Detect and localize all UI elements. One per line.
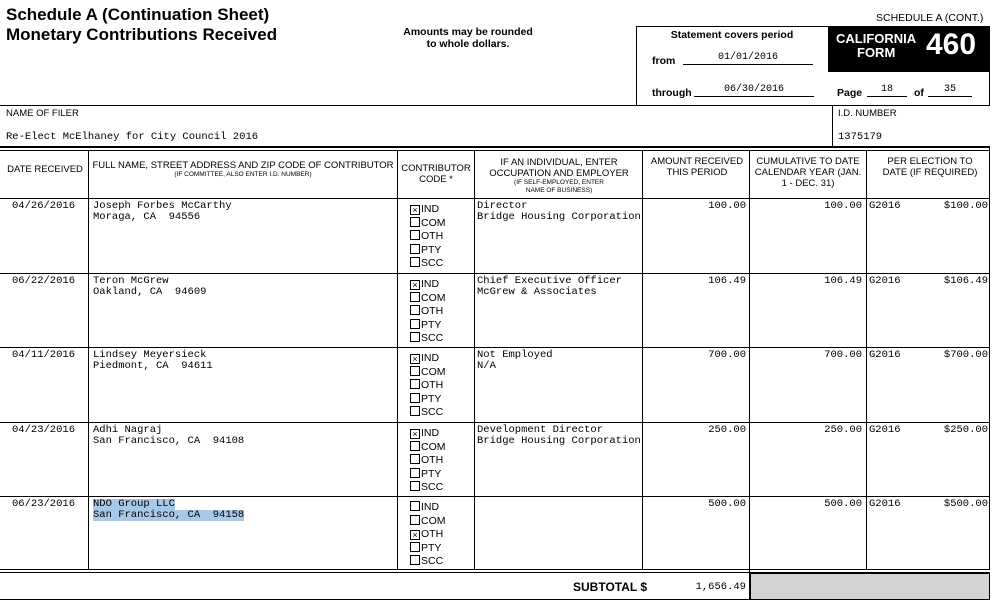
code-option-com[interactable] [410, 515, 446, 529]
occupation: Chief Executive Officer [477, 275, 622, 287]
page-number-field[interactable]: 18 [867, 84, 907, 97]
amount-received: 250.00 [708, 424, 746, 436]
checkbox-pty[interactable] [410, 319, 420, 329]
checkbox-scc[interactable] [410, 406, 420, 416]
checkbox-oth[interactable] [410, 379, 420, 389]
contributor-name: Adhi Nagraj [93, 424, 163, 436]
code-option-oth[interactable] [410, 230, 446, 244]
form-label-line-2: FORM [857, 45, 896, 60]
col-header-name [90, 160, 396, 179]
code-label: COM [421, 291, 446, 304]
title-line-2: Monetary Contributions Received [6, 25, 278, 44]
checkbox-com[interactable] [410, 366, 420, 376]
form-460-box [828, 26, 990, 72]
id-number-label: I.D. NUMBER [838, 108, 897, 119]
per-election-amount: $106.49 [943, 275, 988, 287]
code-option-scc[interactable] [410, 481, 446, 495]
title-line-1: Schedule A (Continuation Sheet) [6, 5, 270, 24]
amount-received: 100.00 [708, 200, 746, 212]
contributor-address: Oakland, CA 94609 [93, 286, 207, 298]
row-date: 06/23/2016 [12, 498, 76, 510]
code-option-scc[interactable] [410, 555, 446, 569]
through-field[interactable]: 06/30/2016 [694, 84, 814, 97]
code-label: COM [421, 514, 446, 527]
contributor-name: NDO Group LLC [93, 498, 175, 510]
employer: N/A [477, 360, 496, 372]
code-label: OTH [421, 230, 444, 242]
code-option-oth[interactable] [410, 454, 446, 468]
col-header-occupation-sub: (IF SELF-EMPLOYED, ENTER NAME OF BUSINESS) [514, 179, 604, 194]
form-label-line-1: CALIFORNIA [836, 31, 917, 46]
checkbox-oth[interactable]: × [410, 530, 420, 540]
filer-name: Re-Elect McElhaney for City Council 2016 [6, 131, 259, 143]
per-election-amount: $700.00 [943, 349, 988, 361]
of-label: of [914, 87, 924, 99]
contributor-name: Lindsey Meyersieck [93, 349, 207, 361]
col-header-name-text: FULL NAME, STREET ADDRESS AND ZIP CODE OF CONTRIBUTOR [92, 160, 394, 171]
code-option-com[interactable] [410, 217, 446, 231]
contributor-address: San Francisco, CA 94108 [93, 435, 245, 447]
code-label: COM [421, 216, 446, 229]
through-label: through [652, 87, 692, 99]
row-date: 06/22/2016 [12, 275, 76, 287]
col-header-name-sub: (IF COMMITTEE, ALSO ENTER I.D. NUMBER) [174, 171, 312, 178]
code-label: PTY [421, 392, 442, 405]
code-label: COM [421, 440, 446, 453]
code-label: SCC [421, 481, 444, 493]
row-date: 04/11/2016 [12, 349, 76, 361]
code-option-com[interactable] [410, 441, 446, 455]
code-option-ind[interactable] [410, 352, 446, 366]
from-label: from [652, 55, 676, 67]
per-election-amount: $250.00 [943, 424, 988, 436]
code-label: IND [421, 278, 440, 290]
election-code: G2016 [869, 424, 901, 436]
code-label: PTY [421, 467, 442, 480]
employer: Bridge Housing Corporation [477, 435, 641, 447]
employer: Bridge Housing Corporation [477, 211, 641, 223]
col-header-cumulative: CUMULATIVE TO DATE CALENDAR YEAR (JAN. 1 - DEC. 31) [754, 156, 862, 189]
checkbox-com[interactable] [410, 441, 420, 451]
contributor-code-group [410, 352, 446, 420]
row-divider [0, 496, 990, 497]
cumulative-amount: 100.00 [824, 200, 862, 212]
checkbox-pty[interactable] [410, 468, 420, 478]
rounding-note: Amounts may be rounded to whole dollars. [403, 26, 533, 50]
checkbox-ind[interactable]: × [410, 205, 420, 215]
occupation: Development Director [477, 424, 604, 436]
subtotal-shaded-cell [750, 573, 990, 600]
code-label: OTH [421, 454, 444, 466]
checkbox-oth[interactable] [410, 230, 420, 240]
row-date: 04/26/2016 [12, 200, 76, 212]
checkbox-scc[interactable] [410, 555, 420, 565]
contributor-name: Teron McGrew [93, 275, 169, 287]
code-option-com[interactable] [410, 292, 446, 306]
col-header-occupation [478, 157, 640, 195]
code-label: SCC [421, 406, 444, 418]
row-date: 04/23/2016 [12, 424, 76, 436]
code-label: PTY [421, 243, 442, 256]
id-number: 1375179 [838, 131, 883, 143]
checkbox-pty[interactable] [410, 244, 420, 254]
per-election-amount: $100.00 [943, 200, 988, 212]
code-option-scc[interactable] [410, 406, 446, 420]
checkbox-ind[interactable]: × [410, 280, 420, 290]
checkbox-pty[interactable] [410, 393, 420, 403]
contributor-code-group [410, 203, 446, 271]
code-option-ind[interactable] [410, 203, 446, 217]
checkbox-ind[interactable]: × [410, 429, 420, 439]
code-option-oth[interactable] [410, 379, 446, 393]
code-label: IND [421, 427, 440, 439]
checkbox-ind[interactable]: × [410, 354, 420, 364]
cumulative-amount: 106.49 [824, 275, 862, 287]
contributor-address: Moraga, CA 94556 [93, 211, 201, 223]
code-option-ind[interactable] [410, 501, 446, 515]
code-option-scc[interactable] [410, 332, 446, 346]
row-divider [0, 422, 990, 423]
page-label: Page [837, 87, 863, 99]
code-label: IND [421, 352, 440, 364]
code-option-pty[interactable] [410, 393, 446, 407]
checkbox-scc[interactable] [410, 332, 420, 342]
checkbox-oth[interactable] [410, 305, 420, 315]
code-label: SCC [421, 257, 444, 269]
contributor-name: Joseph Forbes McCarthy [93, 200, 232, 212]
per-election-amount: $500.00 [943, 498, 988, 510]
code-label: COM [421, 365, 446, 378]
code-label: OTH [421, 379, 444, 391]
form-title [6, 5, 277, 45]
schedule-label: SCHEDULE A (CONT.) [876, 12, 984, 24]
contributor-code-group [410, 501, 446, 569]
col-header-occupation-text: IF AN INDIVIDUAL, ENTER OCCUPATION AND EMPLOYER [489, 157, 629, 179]
code-option-pty[interactable] [410, 244, 446, 258]
contributor-address: San Francisco, CA 94158 [93, 509, 245, 521]
row-divider [0, 347, 990, 348]
code-option-pty[interactable] [410, 468, 446, 482]
checkbox-scc[interactable] [410, 481, 420, 491]
employer: McGrew & Associates [477, 286, 597, 298]
code-label: PTY [421, 541, 442, 554]
occupation: Not Employed [477, 349, 553, 361]
amount-received: 700.00 [708, 349, 746, 361]
cumulative-amount: 250.00 [824, 424, 862, 436]
checkbox-ind[interactable] [410, 501, 420, 511]
election-code: G2016 [869, 349, 901, 361]
election-code: G2016 [869, 498, 901, 510]
code-option-com[interactable] [410, 366, 446, 380]
occupation: Director [477, 200, 528, 212]
period-label: Statement covers period [670, 29, 794, 41]
col-header-per-election: PER ELECTION TO DATE (IF REQUIRED) [882, 156, 978, 178]
election-code: G2016 [869, 275, 901, 287]
code-label: OTH [421, 305, 444, 317]
checkbox-com[interactable] [410, 217, 420, 227]
code-option-oth[interactable] [410, 305, 446, 319]
amount-received: 106.49 [708, 275, 746, 287]
form-number: 460 [926, 28, 977, 61]
code-label: SCC [421, 332, 444, 344]
checkbox-com[interactable] [410, 292, 420, 302]
col-header-code: CONTRIBUTOR CODE * [401, 163, 471, 185]
code-option-ind[interactable] [410, 427, 446, 441]
cumulative-amount: 700.00 [824, 349, 862, 361]
checkbox-oth[interactable] [410, 454, 420, 464]
col-header-amount: AMOUNT RECEIVED THIS PERIOD [650, 156, 744, 178]
checkbox-com[interactable] [410, 515, 420, 525]
checkbox-scc[interactable] [410, 257, 420, 267]
code-option-oth[interactable] [410, 528, 446, 542]
code-label: SCC [421, 555, 444, 567]
code-label: IND [421, 203, 440, 215]
code-option-ind[interactable] [410, 278, 446, 292]
code-label: PTY [421, 318, 442, 331]
code-label: OTH [421, 528, 444, 540]
page-total-field[interactable]: 35 [928, 84, 972, 97]
contributor-code-group [410, 427, 446, 495]
subtotal-value: 1,656.49 [695, 581, 746, 593]
contributor-address: Piedmont, CA 94611 [93, 360, 213, 372]
cumulative-amount: 500.00 [824, 498, 862, 510]
filer-label: NAME OF FILER [6, 108, 79, 119]
from-field[interactable]: 01/01/2016 [683, 52, 813, 65]
code-option-pty[interactable] [410, 542, 446, 556]
code-option-scc[interactable] [410, 257, 446, 271]
code-option-pty[interactable] [410, 319, 446, 333]
row-divider [0, 273, 990, 274]
col-header-date: DATE RECEIVED [7, 164, 83, 175]
amount-received: 500.00 [708, 498, 746, 510]
contributor-code-group [410, 278, 446, 346]
election-code: G2016 [869, 200, 901, 212]
checkbox-pty[interactable] [410, 542, 420, 552]
subtotal-label: SUBTOTAL $ [573, 580, 648, 594]
code-label: IND [421, 501, 440, 513]
